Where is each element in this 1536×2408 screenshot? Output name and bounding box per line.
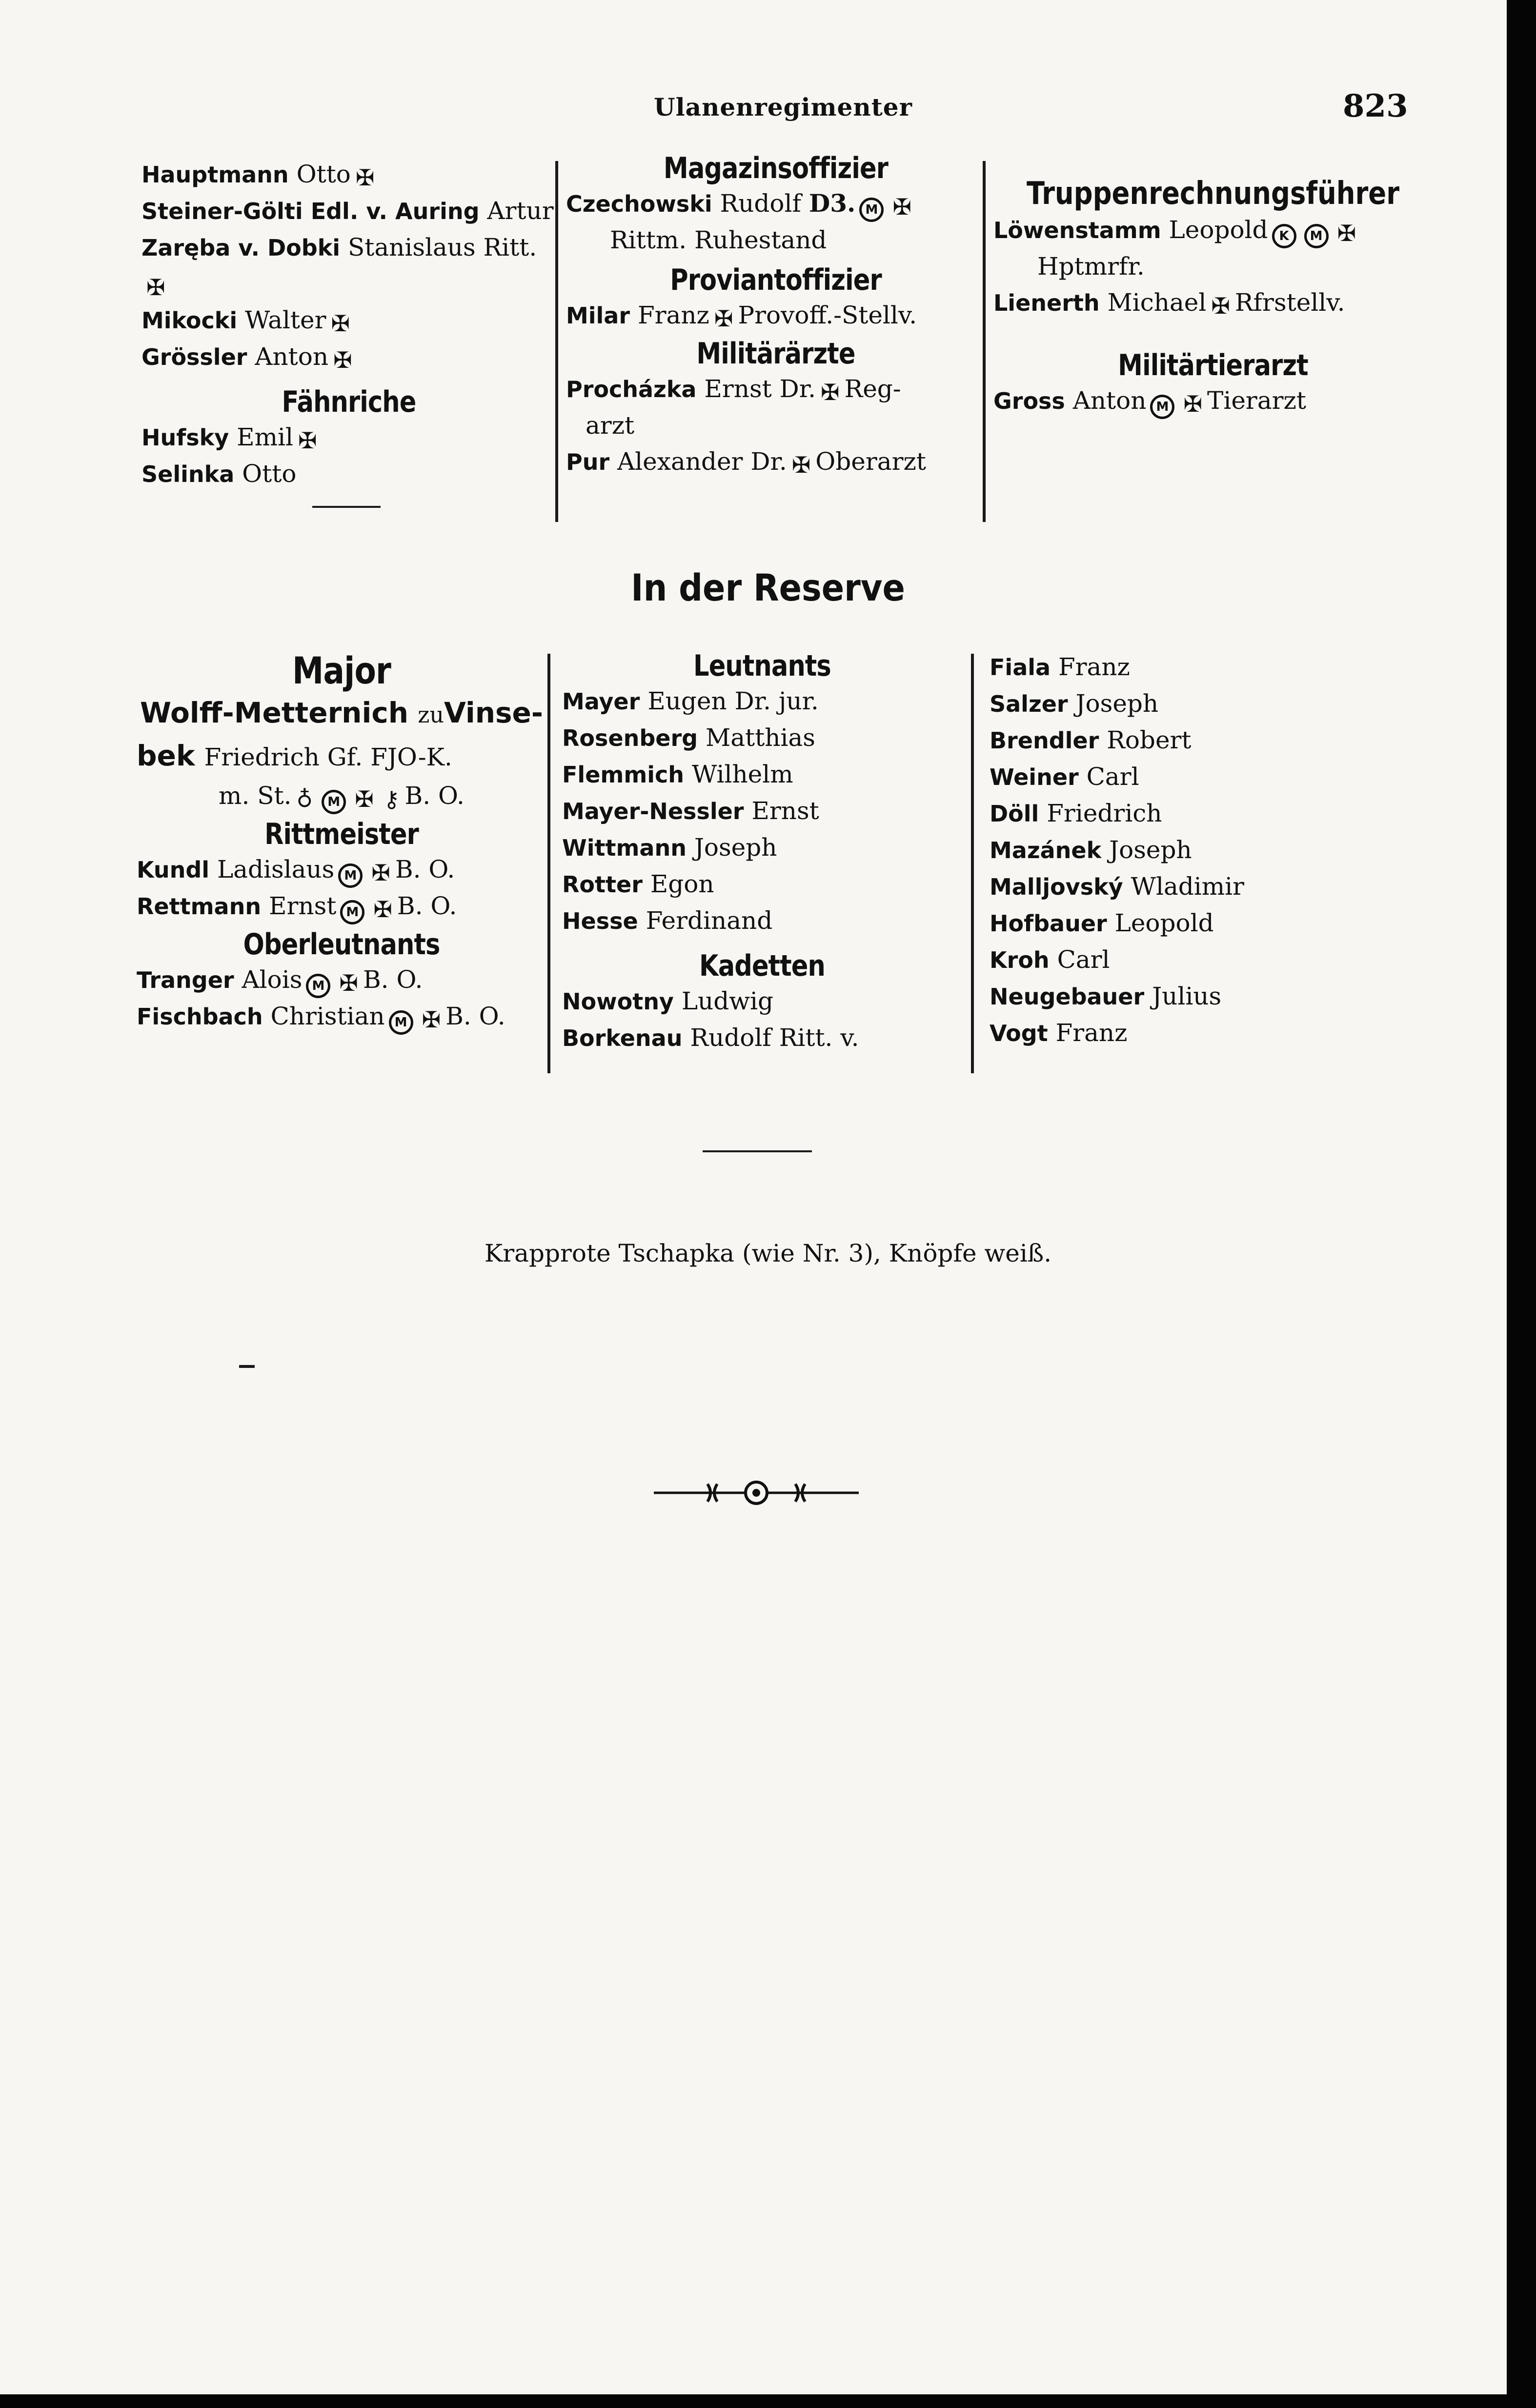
heading-magazinsoffizier: Magazinsoffizier [663, 151, 889, 185]
entry-line: Nowotny Ludwig [562, 987, 774, 1015]
entry-line: Hufsky Emil ✠ [141, 423, 317, 454]
page-number: 823 [1343, 88, 1408, 124]
entry-line: Rosenberg Matthias [562, 723, 815, 752]
cross-icon: ✠ [355, 164, 375, 191]
entry-line: Brendler Robert [990, 726, 1192, 754]
m-badge-icon: M [1150, 395, 1174, 419]
column-divider [547, 654, 550, 1073]
entry-line: Salzer Joseph [990, 689, 1159, 718]
m-badge-icon: M [340, 900, 364, 924]
reserve-column-1 [137, 649, 546, 1035]
entry-line: Mayer Eugen Dr. jur. [562, 687, 819, 715]
entry-line: Rittm. Ruhestand [610, 226, 827, 254]
entry-line: Hauptmann Otto ✠ [141, 160, 375, 191]
entry-line: bek Friedrich Gf. FJO-K. [137, 739, 452, 772]
reserve-column-2 [562, 649, 962, 1056]
entry-line: arzt [586, 411, 635, 440]
cross-icon: ✠ [892, 194, 911, 220]
cross-icon: ✠ [791, 452, 811, 478]
entry-line: Grössler Anton ✠ [141, 342, 352, 373]
entry-line: Czechowski Rudolf D3. M ✠ [566, 185, 986, 222]
cross-icon: ✠ [1337, 220, 1356, 246]
m-badge-icon: M [389, 1010, 413, 1035]
cross-icon: ✠ [714, 305, 733, 332]
entry-line: Kundl Ladislaus M ✠ B. O. [137, 851, 546, 888]
m-badge-icon: M [338, 863, 363, 888]
entry-line: Wolff-Metternich zuVinse- [140, 696, 543, 729]
entry-line: Rettmann Ernst M ✠ B. O. [137, 888, 546, 924]
entry-line: Hesse Ferdinand [562, 906, 773, 935]
heading-proviantoffizier: Proviantoffizier [670, 263, 882, 297]
key-icon: ⚷ [383, 786, 400, 812]
entry-line: Borkenau Rudolf Ritt. v. [562, 1023, 859, 1052]
entry-line: Pur Alexander Dr. ✠ Oberarzt [566, 447, 926, 478]
entry-line: Fiala Franz [990, 653, 1130, 681]
cross-icon: ✠ [1183, 391, 1202, 417]
ornament-divider-icon [654, 1478, 859, 1507]
cross-icon: ✠ [331, 310, 350, 337]
cross-icon: ✠ [298, 427, 317, 454]
entry-line: Lienerth Michael ✠ Rfrstellv. [993, 288, 1345, 319]
m-badge-icon: M [859, 198, 884, 222]
heading-militaertierarzt: Militärtierarzt [1118, 348, 1308, 382]
entry-line [141, 266, 556, 302]
entry-line: Mayer-Nessler Ernst [562, 797, 819, 825]
ring-icon: ♁ [296, 786, 313, 812]
entry-line: Gross Anton M ✠ Tierarzt [993, 382, 1433, 419]
reserve-column-3 [990, 649, 1429, 1051]
heading-faehnriche: Fähnriche [282, 385, 416, 419]
column-divider [983, 161, 986, 522]
entry-line: Neugebauer Julius [990, 982, 1222, 1010]
section-end-rule [703, 1150, 812, 1152]
scan-edge [1507, 0, 1536, 2408]
stray-mark [239, 1365, 255, 1368]
entry-line: Hofbauer Leopold [990, 909, 1214, 937]
entry-line: Rotter Egon [562, 870, 714, 898]
top-column-3 [993, 176, 1433, 419]
scan-edge [0, 2394, 1536, 2408]
heading-rittmeister: Rittmeister [264, 817, 419, 851]
k-badge-icon: K [1272, 224, 1296, 248]
entry-line: Fischbach Christian M ✠ B. O. [137, 998, 546, 1035]
entry-line: Wittmann Joseph [562, 833, 777, 862]
entry-line: Procházka Ernst Dr. ✠ Reg- [566, 375, 901, 405]
entry-line: Mazánek Joseph [990, 836, 1192, 864]
entry-line: Vogt Franz [990, 1019, 1128, 1047]
heading-leutnants: Leutnants [693, 649, 831, 683]
heading-truppenrechnungsfuehrer: Truppenrechnungsführer [1026, 176, 1400, 212]
entry-line: Steiner-Gölti Edl. v. Auring Artur [141, 197, 554, 225]
footnote: Krapprote Tschapka (wie Nr. 3), Knöpfe weiß. [484, 1239, 1052, 1267]
cross-icon: ✠ [339, 970, 358, 996]
m-badge-icon: M [306, 974, 330, 998]
entry-line: Selinka Otto [141, 460, 297, 488]
cross-icon: ✠ [1211, 293, 1230, 319]
column-divider [555, 161, 558, 522]
entry-line: Malljovský Wladimir [990, 872, 1245, 901]
cross-icon: ✠ [146, 274, 165, 301]
heading-oberleutnants: Oberleutnants [243, 927, 440, 962]
entry-line: m. St. ♁ M ✠ ⚷ B. O. [137, 778, 546, 814]
entry-line: Flemmich Wilhelm [562, 760, 793, 788]
entry-line: Mikocki Walter ✠ [141, 306, 350, 337]
section-title: In der Reserve [631, 566, 905, 609]
heading-militaeraerzte: Militärärzte [696, 337, 855, 371]
cross-icon: ✠ [422, 1006, 441, 1033]
cross-icon: ✠ [373, 896, 392, 923]
m-badge-icon: M [1304, 224, 1329, 248]
top-column-1 [141, 156, 556, 492]
heading-kadetten: Kadetten [699, 949, 825, 983]
cross-icon: ✠ [355, 786, 374, 812]
entry-line: Hptmrfr. [1037, 252, 1145, 281]
entry-line: Kroh Carl [990, 945, 1110, 974]
cross-icon: ✠ [371, 860, 390, 886]
running-head: Ulanenregimenter [654, 93, 912, 121]
entry-line: Tranger Alois M ✠ B. O. [137, 962, 546, 998]
m-badge-icon: M [322, 790, 346, 814]
entry-line: Milar Franz ✠ Provoff.-Stellv. [566, 301, 917, 332]
entry-line: Döll Friedrich [990, 799, 1162, 827]
column-end-rule [312, 506, 381, 508]
entry-line: Löwenstamm Leopold K M ✠ [993, 212, 1433, 248]
entry-line: Weiner Carl [990, 763, 1139, 791]
entry-line: Zaręba v. Dobki Stanislaus Ritt. [141, 233, 537, 261]
column-divider [971, 654, 974, 1073]
cross-icon: ✠ [333, 347, 352, 373]
heading-major: Major [292, 649, 391, 692]
cross-icon: ✠ [821, 379, 840, 405]
top-column-2 [566, 151, 986, 480]
